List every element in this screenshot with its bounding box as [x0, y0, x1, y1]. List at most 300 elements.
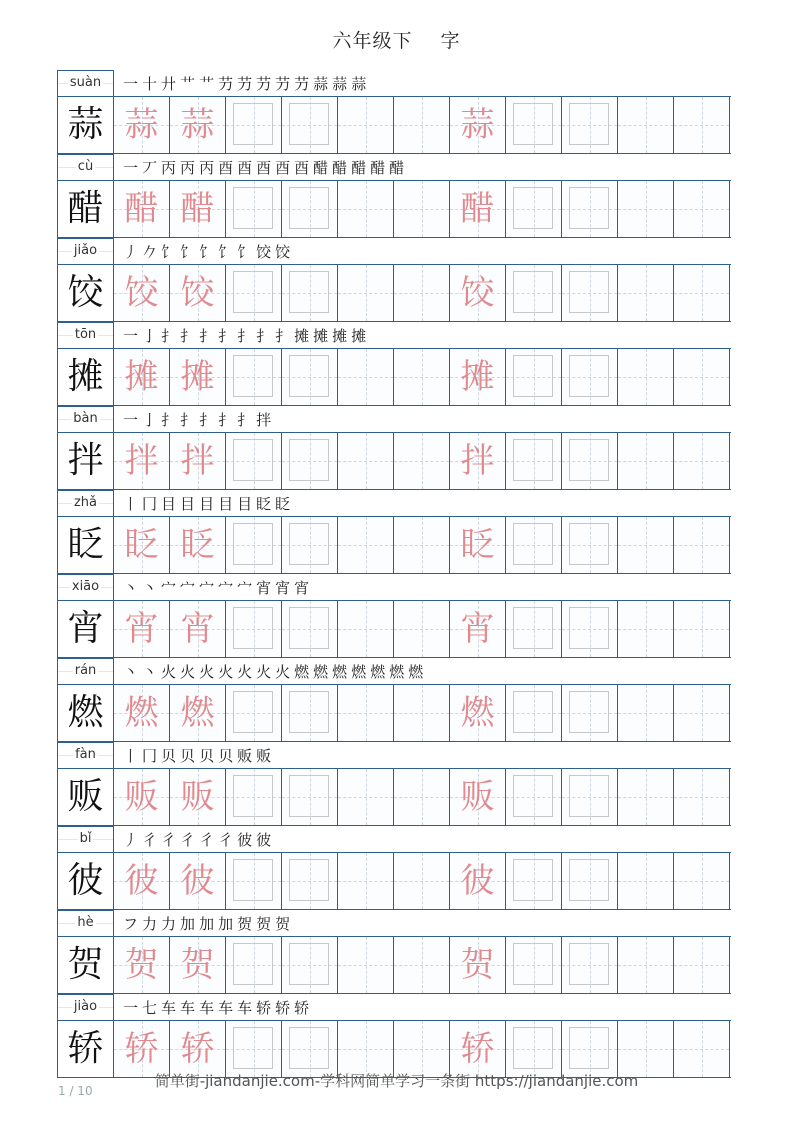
stroke-step: 酉 [237, 159, 254, 177]
trace-character: 醋 [124, 189, 159, 229]
model-character: 饺 [57, 265, 114, 321]
practice-cell[interactable] [338, 685, 394, 741]
trace-cell[interactable] [450, 349, 506, 405]
stroke-step: 丿 [123, 831, 140, 849]
pinyin-text: tōn [74, 327, 97, 342]
stroke-order-sequence [123, 828, 275, 852]
stroke-order-sequence [123, 240, 294, 264]
practice-cell[interactable] [506, 685, 562, 741]
title-grade: 六年级下 [332, 30, 413, 52]
practice-cell[interactable] [282, 433, 338, 489]
pinyin-box [57, 574, 114, 600]
practice-cell[interactable] [338, 265, 394, 321]
stroke-step: 火 [275, 663, 292, 681]
trace-cell[interactable] [114, 853, 170, 909]
trace-cell[interactable] [170, 853, 226, 909]
trace-cell[interactable] [170, 265, 226, 321]
trace-character: 轿 [124, 1029, 159, 1069]
character-grid-row [57, 936, 731, 994]
practice-cell[interactable] [394, 517, 450, 573]
practice-cell[interactable] [338, 853, 394, 909]
inner-writing-box [289, 775, 329, 817]
stroke-step: 酉 [275, 159, 292, 177]
practice-cell[interactable] [562, 1021, 618, 1077]
stroke-step: 目 [237, 495, 254, 513]
pinyin-box [57, 70, 114, 96]
practice-cell[interactable] [618, 601, 674, 657]
stroke-step: 一 [123, 327, 140, 345]
practice-cell[interactable] [226, 769, 282, 825]
practice-cell[interactable] [674, 433, 730, 489]
stroke-order-sequence [123, 996, 313, 1020]
practice-cell[interactable] [226, 1021, 282, 1077]
pinyin-row [57, 994, 731, 1020]
practice-cell[interactable] [618, 97, 674, 153]
stroke-step: 贩 [237, 747, 254, 765]
pinyin-text: jiǎo [73, 243, 98, 258]
practice-cell[interactable] [674, 265, 730, 321]
trace-character: 贩 [124, 777, 159, 817]
pinyin-text: cù [77, 159, 94, 174]
practice-cell[interactable] [618, 349, 674, 405]
pinyin-row [57, 658, 731, 684]
trace-cell[interactable] [114, 769, 170, 825]
stroke-step: 目 [161, 495, 178, 513]
trace-character: 贺 [124, 945, 159, 985]
pinyin-box [57, 490, 114, 516]
practice-cell[interactable] [226, 97, 282, 153]
practice-cell[interactable] [226, 517, 282, 573]
trace-cell[interactable] [450, 433, 506, 489]
model-character: 宵 [57, 601, 114, 657]
stroke-step: 宀 [180, 579, 197, 597]
stroke-step: 芀 [275, 75, 292, 93]
practice-cell[interactable] [562, 601, 618, 657]
practice-cell[interactable] [282, 265, 338, 321]
practice-cell[interactable] [282, 601, 338, 657]
trace-cell[interactable] [450, 181, 506, 237]
practice-cell[interactable] [338, 517, 394, 573]
stroke-step: 宵 [256, 579, 273, 597]
inner-writing-box [569, 775, 609, 817]
stroke-step: 目 [218, 495, 235, 513]
stroke-step: 扌 [218, 327, 235, 345]
trace-cell[interactable] [170, 349, 226, 405]
practice-cell[interactable] [674, 601, 730, 657]
stroke-step: 眨 [275, 495, 292, 513]
trace-cell[interactable] [114, 97, 170, 153]
trace-character: 摊 [460, 357, 495, 397]
practice-cell[interactable] [226, 433, 282, 489]
stroke-step: 车 [180, 999, 197, 1017]
practice-cell[interactable] [562, 265, 618, 321]
stroke-step: 车 [199, 999, 216, 1017]
practice-cell[interactable] [674, 685, 730, 741]
trace-cell[interactable] [114, 685, 170, 741]
stroke-step: 摊 [313, 327, 330, 345]
trace-cell[interactable] [450, 97, 506, 153]
stroke-step: 力 [161, 915, 178, 933]
practice-cell[interactable] [674, 937, 730, 993]
practice-cell[interactable] [506, 517, 562, 573]
pinyin-box [57, 994, 114, 1020]
inner-writing-box [513, 439, 553, 481]
practice-cell[interactable] [338, 769, 394, 825]
stroke-step: 宀 [237, 579, 254, 597]
practice-cell[interactable] [394, 349, 450, 405]
stroke-step: 七 [142, 999, 159, 1017]
stroke-step: 蒜 [313, 75, 330, 93]
stroke-step: 丶 [142, 579, 159, 597]
practice-cell[interactable] [394, 601, 450, 657]
character-grid-row [57, 264, 731, 322]
practice-cell[interactable] [562, 853, 618, 909]
practice-cell[interactable] [338, 1021, 394, 1077]
practice-cell[interactable] [394, 769, 450, 825]
stroke-order-sequence [123, 576, 313, 600]
practice-cell[interactable] [562, 349, 618, 405]
practice-cell[interactable] [506, 853, 562, 909]
stroke-step: 饣 [161, 243, 178, 261]
stroke-step: 火 [180, 663, 197, 681]
trace-character: 宵 [180, 609, 215, 649]
trace-character: 饺 [124, 273, 159, 313]
character-entry [57, 658, 731, 742]
practice-cell[interactable] [282, 937, 338, 993]
practice-cell[interactable] [338, 97, 394, 153]
trace-cell[interactable] [170, 517, 226, 573]
stroke-step: 饣 [199, 243, 216, 261]
inner-writing-box [513, 943, 553, 985]
inner-writing-box [569, 691, 609, 733]
practice-cell[interactable] [618, 517, 674, 573]
practice-cell[interactable] [562, 937, 618, 993]
practice-cell[interactable] [394, 1021, 450, 1077]
stroke-step: 轿 [256, 999, 273, 1017]
trace-cell[interactable] [450, 517, 506, 573]
practice-cell[interactable] [674, 769, 730, 825]
pinyin-box [57, 154, 114, 180]
stroke-step: 加 [180, 915, 197, 933]
trace-cell[interactable] [114, 937, 170, 993]
practice-cell[interactable] [674, 853, 730, 909]
inner-writing-box [569, 103, 609, 145]
stroke-step: 宀 [218, 579, 235, 597]
pinyin-row [57, 322, 731, 348]
character-entry [57, 406, 731, 490]
stroke-step: 摊 [351, 327, 368, 345]
practice-cell[interactable] [338, 601, 394, 657]
practice-cell[interactable] [394, 685, 450, 741]
trace-cell[interactable] [450, 1021, 506, 1077]
trace-character: 燃 [124, 693, 159, 733]
trace-character: 眨 [180, 525, 215, 565]
character-grid-row [57, 684, 731, 742]
inner-writing-box [569, 523, 609, 565]
stroke-step: 饣 [218, 243, 235, 261]
inner-writing-box [233, 271, 273, 313]
stroke-step: 力 [142, 915, 159, 933]
stroke-step: 彼 [237, 831, 254, 849]
trace-character: 彼 [180, 861, 215, 901]
practice-cell[interactable] [506, 433, 562, 489]
practice-cell[interactable] [506, 1021, 562, 1077]
stroke-step: 火 [256, 663, 273, 681]
trace-cell[interactable] [170, 181, 226, 237]
practice-cell[interactable] [282, 685, 338, 741]
trace-cell[interactable] [450, 769, 506, 825]
trace-character: 彼 [460, 861, 495, 901]
pinyin-row [57, 490, 731, 516]
practice-cell[interactable] [562, 181, 618, 237]
stroke-step: 车 [161, 999, 178, 1017]
character-entry [57, 826, 731, 910]
practice-cell[interactable] [226, 937, 282, 993]
practice-cell[interactable] [562, 517, 618, 573]
trace-cell[interactable] [170, 685, 226, 741]
inner-writing-box [233, 775, 273, 817]
inner-writing-box [513, 187, 553, 229]
stroke-order-sequence [123, 744, 275, 768]
stroke-order-sequence [123, 492, 294, 516]
stroke-step: 彳 [161, 831, 178, 849]
stroke-step: 丙 [161, 159, 178, 177]
practice-cell[interactable] [394, 265, 450, 321]
trace-cell[interactable] [450, 937, 506, 993]
stroke-step: 十 [142, 75, 159, 93]
character-entry [57, 322, 731, 406]
practice-cell[interactable] [226, 181, 282, 237]
stroke-step: 火 [218, 663, 235, 681]
watermark-text: 简单街-jiandanjie.com-学科网简单学习一条街 https://jiandanjie.com [154, 1072, 639, 1090]
trace-cell[interactable] [170, 769, 226, 825]
practice-cell[interactable] [338, 181, 394, 237]
inner-writing-box [233, 607, 273, 649]
stroke-step: 饺 [275, 243, 292, 261]
practice-cell[interactable] [282, 853, 338, 909]
pinyin-text: rán [74, 663, 97, 678]
inner-writing-box [569, 187, 609, 229]
inner-writing-box [569, 943, 609, 985]
practice-cell[interactable] [506, 937, 562, 993]
practice-cell[interactable] [394, 853, 450, 909]
stroke-step: 加 [199, 915, 216, 933]
trace-cell[interactable] [170, 433, 226, 489]
stroke-step: 车 [237, 999, 254, 1017]
trace-cell[interactable] [170, 601, 226, 657]
practice-cell[interactable] [618, 265, 674, 321]
stroke-order-sequence [123, 408, 275, 432]
trace-cell[interactable] [114, 265, 170, 321]
practice-cell[interactable] [562, 685, 618, 741]
trace-cell[interactable] [114, 181, 170, 237]
model-character: 彼 [57, 853, 114, 909]
practice-cell[interactable] [562, 769, 618, 825]
practice-cell[interactable] [394, 181, 450, 237]
trace-character: 醋 [460, 189, 495, 229]
stroke-step: 一 [123, 999, 140, 1017]
practice-cell[interactable] [674, 97, 730, 153]
practice-cell[interactable] [618, 685, 674, 741]
stroke-order-sequence [123, 72, 370, 96]
stroke-step: 饺 [256, 243, 273, 261]
inner-writing-box [289, 943, 329, 985]
stroke-step: 宀 [199, 579, 216, 597]
trace-cell[interactable] [114, 349, 170, 405]
title-word: 字 [440, 30, 461, 52]
pinyin-box [57, 322, 114, 348]
trace-character: 贩 [460, 777, 495, 817]
practice-cell[interactable] [394, 937, 450, 993]
character-grid-row [57, 348, 731, 406]
practice-cell[interactable] [618, 1021, 674, 1077]
stroke-step: 贝 [161, 747, 178, 765]
stroke-step: フ [123, 915, 140, 933]
character-grid-row [57, 600, 731, 658]
character-entry [57, 910, 731, 994]
practice-cell[interactable] [338, 433, 394, 489]
trace-character: 拌 [180, 441, 215, 481]
stroke-step: 丶 [142, 663, 159, 681]
practice-cell[interactable] [674, 1021, 730, 1077]
character-grid-row [57, 516, 731, 574]
practice-cell[interactable] [226, 265, 282, 321]
practice-cell[interactable] [674, 181, 730, 237]
trace-character: 眨 [460, 525, 495, 565]
stroke-step: 冂 [142, 747, 159, 765]
practice-cell[interactable] [394, 97, 450, 153]
stroke-step: 加 [218, 915, 235, 933]
stroke-step: 亅 [142, 411, 159, 429]
trace-cell[interactable] [450, 601, 506, 657]
stroke-order-sequence [123, 156, 408, 180]
stroke-step: 饣 [180, 243, 197, 261]
practice-cell[interactable] [394, 433, 450, 489]
inner-writing-box [289, 271, 329, 313]
character-entry [57, 490, 731, 574]
inner-writing-box [233, 523, 273, 565]
pinyin-text: zhǎ [73, 495, 98, 510]
character-entry [57, 70, 731, 154]
trace-character: 彼 [124, 861, 159, 901]
practice-cell[interactable] [506, 349, 562, 405]
practice-cell[interactable] [618, 937, 674, 993]
stroke-step: 扌 [237, 411, 254, 429]
trace-character: 燃 [180, 693, 215, 733]
stroke-step: 燃 [351, 663, 368, 681]
trace-cell[interactable] [114, 601, 170, 657]
trace-character: 饺 [180, 273, 215, 313]
stroke-step: 车 [218, 999, 235, 1017]
character-entry [57, 238, 731, 322]
stroke-step: 火 [199, 663, 216, 681]
practice-cell[interactable] [674, 349, 730, 405]
practice-cell[interactable] [226, 349, 282, 405]
stroke-order-sequence [123, 660, 427, 684]
model-character: 眨 [57, 517, 114, 573]
stroke-order-sequence [123, 912, 294, 936]
practice-cell[interactable] [562, 433, 618, 489]
inner-writing-box [569, 439, 609, 481]
inner-writing-box [289, 1027, 329, 1069]
stroke-step: 丙 [199, 159, 216, 177]
practice-cell[interactable] [338, 349, 394, 405]
practice-cell[interactable] [338, 937, 394, 993]
pinyin-text: fàn [75, 747, 96, 762]
practice-cell[interactable] [506, 769, 562, 825]
practice-cell[interactable] [506, 97, 562, 153]
practice-cell[interactable] [618, 181, 674, 237]
practice-cell[interactable] [282, 769, 338, 825]
practice-cell[interactable] [618, 433, 674, 489]
practice-cell[interactable] [506, 601, 562, 657]
trace-cell[interactable] [114, 1021, 170, 1077]
pinyin-row [57, 826, 731, 852]
inner-writing-box [289, 691, 329, 733]
practice-cell[interactable] [282, 349, 338, 405]
stroke-step: 芀 [294, 75, 311, 93]
stroke-step: 彳 [218, 831, 235, 849]
stroke-step: 目 [199, 495, 216, 513]
stroke-step: 蒜 [351, 75, 368, 93]
inner-writing-box [513, 355, 553, 397]
inner-writing-box [289, 103, 329, 145]
stroke-step: 贺 [237, 915, 254, 933]
practice-cell[interactable] [226, 601, 282, 657]
practice-cell[interactable] [282, 1021, 338, 1077]
stroke-step: 一 [123, 75, 140, 93]
stroke-step: 贩 [256, 747, 273, 765]
stroke-step: 一 [123, 159, 140, 177]
pinyin-box [57, 238, 114, 264]
trace-cell[interactable] [450, 853, 506, 909]
trace-cell[interactable] [170, 937, 226, 993]
trace-character: 拌 [460, 441, 495, 481]
practice-cell[interactable] [282, 517, 338, 573]
practice-cell[interactable] [618, 853, 674, 909]
pinyin-row [57, 70, 731, 96]
practice-cell[interactable] [282, 97, 338, 153]
practice-cell[interactable] [562, 97, 618, 153]
inner-writing-box [569, 607, 609, 649]
inner-writing-box [233, 187, 273, 229]
trace-cell[interactable] [450, 265, 506, 321]
inner-writing-box [513, 271, 553, 313]
stroke-step: 丙 [180, 159, 197, 177]
practice-cell[interactable] [226, 853, 282, 909]
trace-cell[interactable] [170, 1021, 226, 1077]
character-entry [57, 574, 731, 658]
trace-character: 轿 [460, 1029, 495, 1069]
practice-cell[interactable] [506, 181, 562, 237]
stroke-step: 扌 [237, 327, 254, 345]
trace-cell[interactable] [450, 685, 506, 741]
inner-writing-box [233, 103, 273, 145]
trace-cell[interactable] [114, 433, 170, 489]
practice-cell[interactable] [618, 769, 674, 825]
stroke-step: 宀 [161, 579, 178, 597]
trace-cell[interactable] [114, 517, 170, 573]
character-grid-row [57, 432, 731, 490]
stroke-step: 饣 [237, 243, 254, 261]
stroke-step: 艹 [199, 75, 216, 93]
practice-cell[interactable] [674, 517, 730, 573]
trace-cell[interactable] [170, 97, 226, 153]
inner-writing-box [289, 523, 329, 565]
practice-cell[interactable] [226, 685, 282, 741]
practice-cell[interactable] [282, 181, 338, 237]
practice-cell[interactable] [506, 265, 562, 321]
